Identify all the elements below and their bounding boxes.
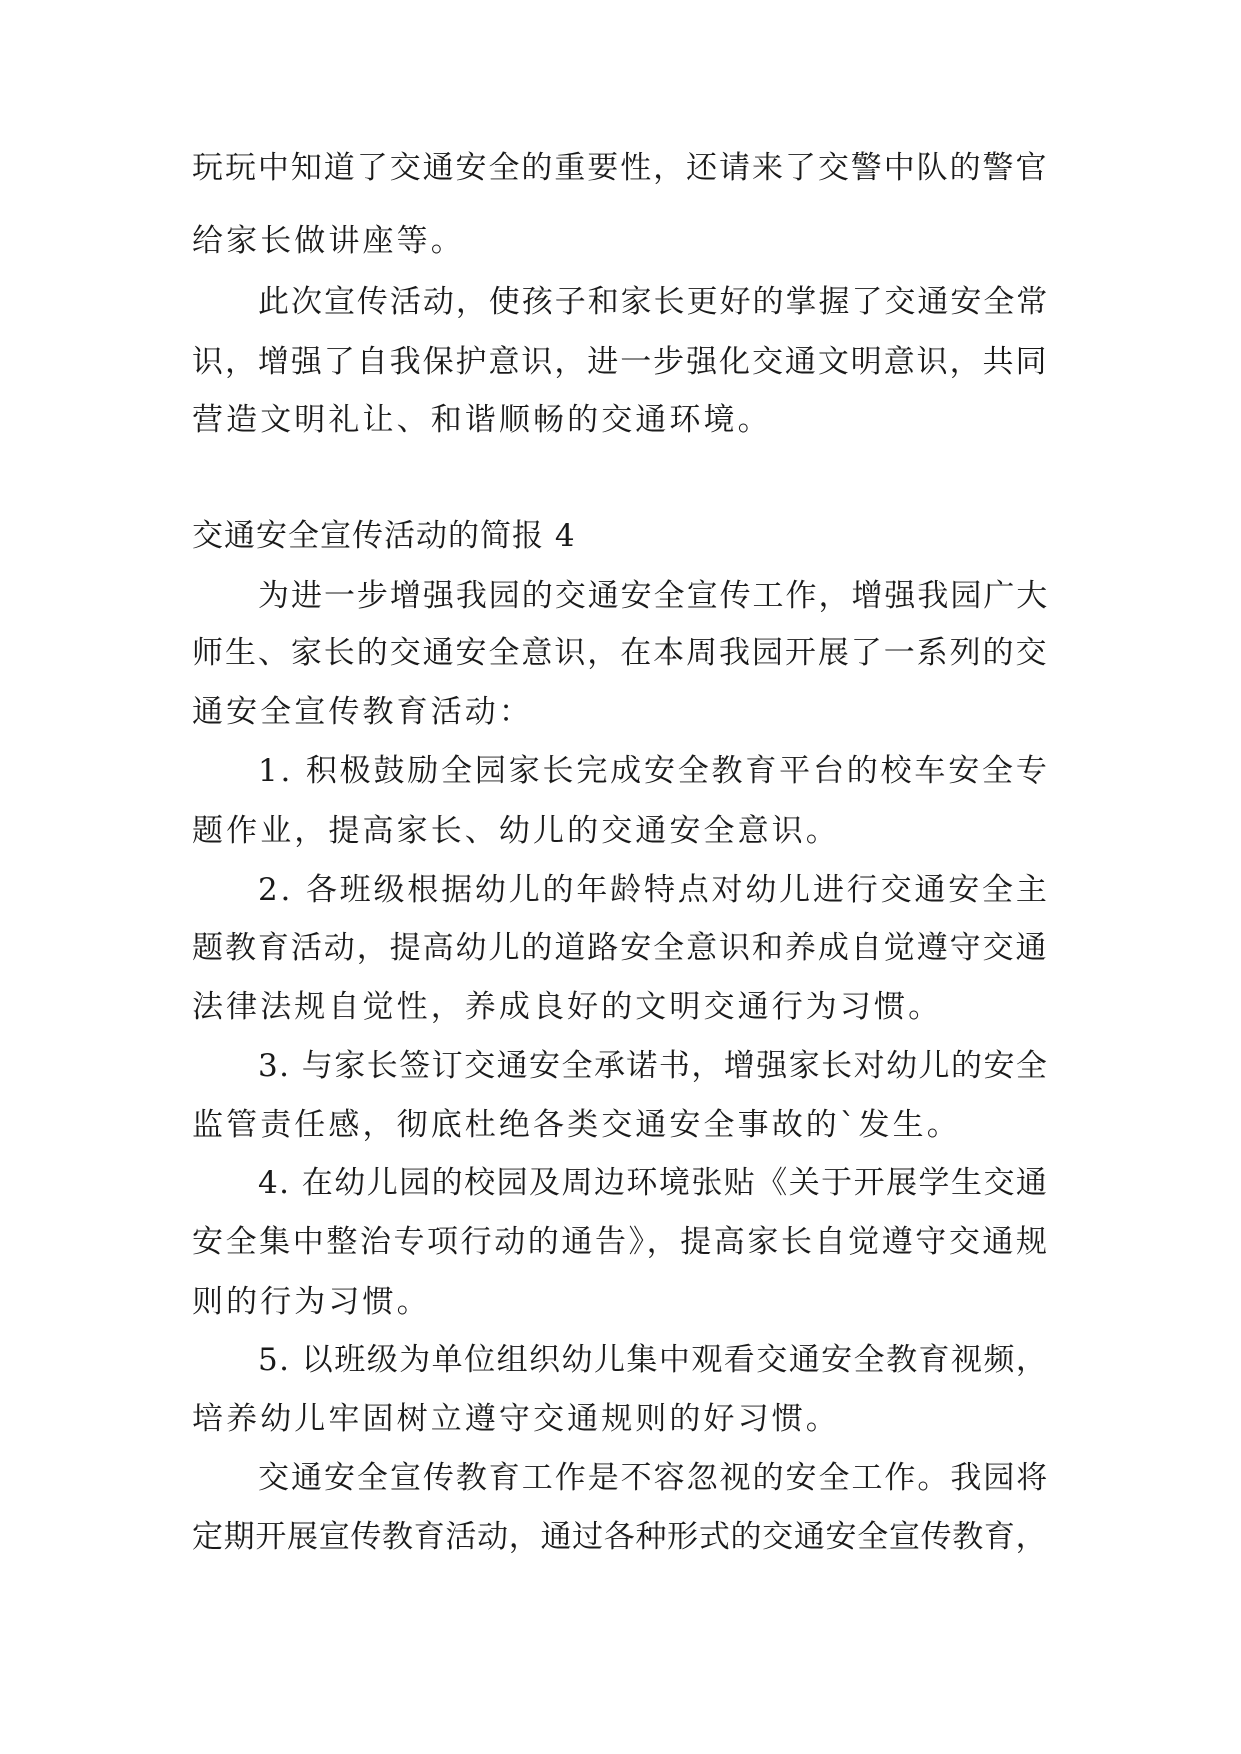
text-line: 则的行为习惯。: [192, 1284, 431, 1320]
list-item-4: 4. 在幼儿园的校园及周边环境张贴《关于开展学生交通: [258, 1165, 1049, 1201]
paragraph-first-line: 此次宣传活动，使孩子和家长更好的掌握了交通安全常: [258, 284, 1050, 320]
text-line: 给家长做讲座等。: [192, 223, 465, 259]
list-item-5: 5. 以班级为单位组织幼儿集中观看交通安全教育视频，: [258, 1342, 1049, 1378]
text-line: 营造文明礼让、和谐顺畅的交通环境。: [192, 402, 772, 438]
text-line: 监管责任感，彻底杜绝各类交通安全事故的`发生。: [192, 1107, 961, 1143]
text-line: 安全集中整治专项行动的通告》，提高家长自觉遵守交通规: [192, 1224, 1050, 1260]
text-line: 题教育活动，提高幼儿的道路安全意识和养成自觉遵守交通: [192, 930, 1049, 966]
text-line: 通安全宣传教育活动：: [192, 694, 533, 730]
list-item-1: 1. 积极鼓励全园家长完成安全教育平台的校车安全专: [258, 753, 1050, 789]
section-heading: 交通安全宣传活动的简报 4: [192, 518, 576, 554]
text-line: 定期开展宣传教育活动，通过各种形式的交通安全宣传教育，: [192, 1519, 1048, 1555]
text-line: 培养幼儿牢固树立遵守交通规则的好习惯。: [192, 1401, 840, 1437]
text-line: 法律法规自觉性，养成良好的文明交通行为习惯。: [192, 989, 943, 1025]
text-line: 师生、家长的交通安全意识，在本周我园开展了一系列的交: [192, 635, 1049, 671]
text-line: 识，增强了自我保护意识，进一步强化交通文明意识，共同: [192, 344, 1049, 380]
paragraph-first-line: 交通安全宣传教育工作是不容忽视的安全工作。我园将: [258, 1460, 1050, 1496]
text-line: 题作业，提高家长、幼儿的交通安全意识。: [192, 813, 840, 849]
list-item-3: 3. 与家长签订交通安全承诺书，增强家长对幼儿的安全: [258, 1048, 1049, 1084]
list-item-2: 2. 各班级根据幼儿的年龄特点对幼儿进行交通安全主: [258, 872, 1050, 908]
paragraph-first-line: 为进一步增强我园的交通安全宣传工作，增强我园广大: [258, 578, 1050, 614]
text-line: 玩玩中知道了交通安全的重要性，还请来了交警中队的警官: [192, 150, 1049, 186]
